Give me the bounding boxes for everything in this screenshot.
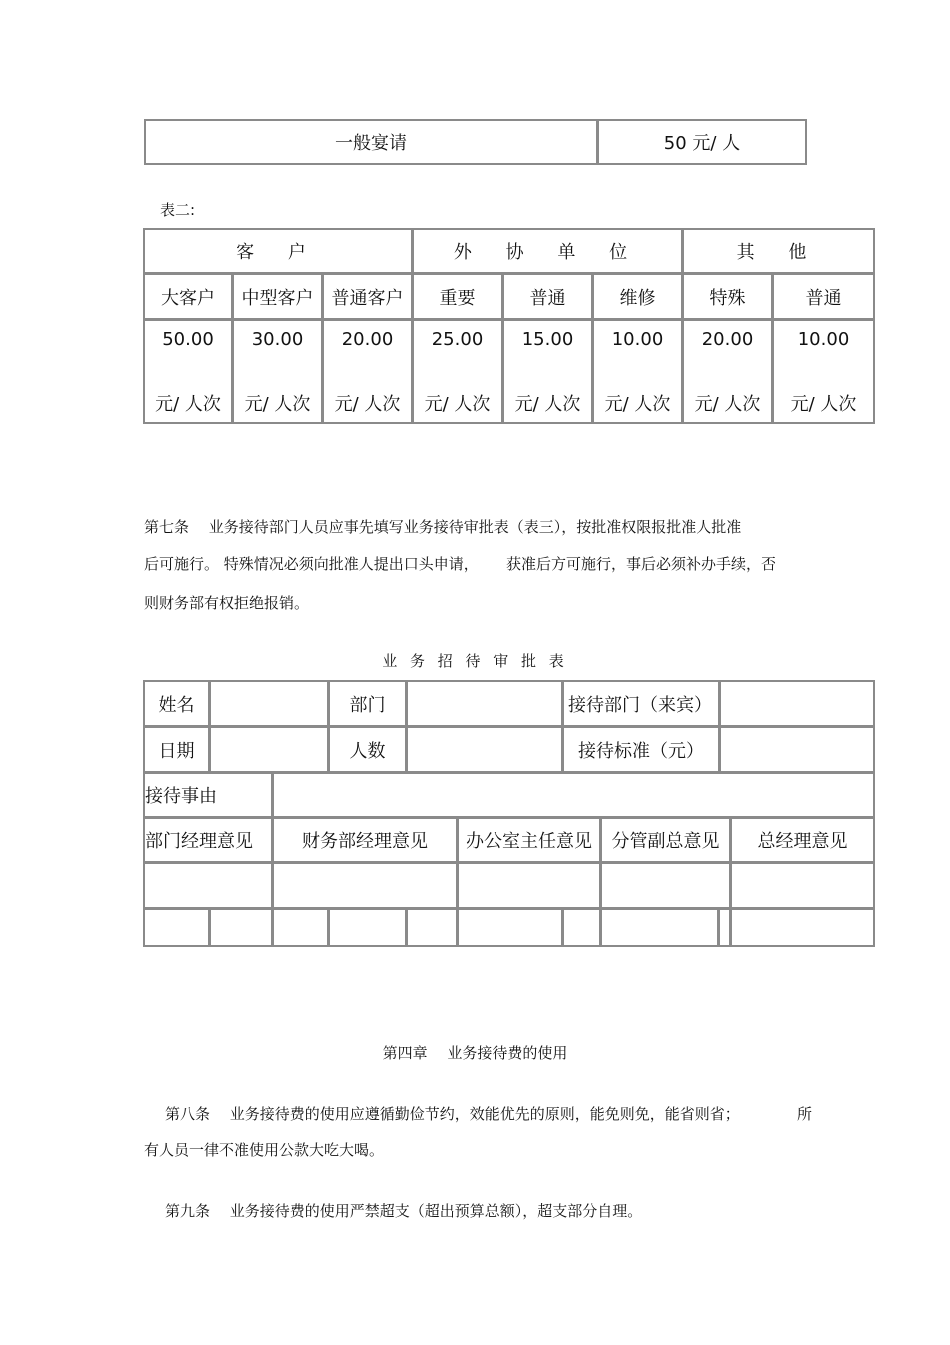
banquet-type-cell: 一般宴请 xyxy=(144,119,598,165)
standard-label: 接待标准（元） xyxy=(562,726,720,773)
count-label: 人数 xyxy=(328,726,407,773)
article7-line: 第七条 业务接待部门人员应事先填写业务接待审批表（表三），按批准权限报批准人批准 xyxy=(144,518,742,536)
rate-value: 10.00 xyxy=(611,329,664,350)
opinion-header: 总经理意见 xyxy=(730,817,875,863)
opinion-header: 部门经理意见 xyxy=(143,817,273,863)
rate-unit: 元/ 人次 xyxy=(604,394,671,415)
opinion-field[interactable] xyxy=(730,862,875,909)
rate-cell xyxy=(412,319,503,424)
article7-line: 后可施行。 特殊情况必须向批准人提出口头申请， 获准后方可施行，事后必须补办手续，否 xyxy=(144,555,777,573)
approval-form-title: 业 务 招 待 审 批 表 xyxy=(382,652,568,670)
article8-line: 第八条 业务接待费的使用应遵循勤俭节约，效能优先的原则，能免则免，能省则省； 所 xyxy=(165,1105,813,1123)
article7-line: 则财务部有权拒绝报销。 xyxy=(144,594,310,612)
name-field[interactable] xyxy=(209,680,329,727)
date-field[interactable] xyxy=(209,726,329,773)
signature-cell[interactable] xyxy=(143,908,210,947)
rate-cell xyxy=(772,319,875,424)
reason-label: 接待事由 xyxy=(143,772,273,818)
subheader: 大客户 xyxy=(143,273,233,320)
group-header: 其 他 xyxy=(682,228,875,274)
rate-unit: 元/ 人次 xyxy=(155,394,221,415)
host-dept-field[interactable] xyxy=(719,680,875,727)
rate-value: 20.00 xyxy=(701,329,754,350)
rate-value: 10.00 xyxy=(797,329,850,350)
rate-cell xyxy=(232,319,323,424)
chapter4-title: 第四章 业务接待费的使用 xyxy=(382,1044,568,1062)
subheader: 普通 xyxy=(772,273,875,320)
standard-field[interactable] xyxy=(719,726,875,773)
rate-unit: 元/ 人次 xyxy=(514,394,581,415)
rate-value: 30.00 xyxy=(251,329,304,350)
subheader: 普通 xyxy=(502,273,593,320)
opinion-header: 办公室主任意见 xyxy=(457,817,601,863)
rate-value: 50.00 xyxy=(162,329,214,350)
reason-field[interactable] xyxy=(272,772,875,818)
subheader: 中型客户 xyxy=(232,273,323,320)
signature-cell[interactable] xyxy=(457,908,563,947)
signature-cell[interactable] xyxy=(562,908,601,947)
rate-value: 20.00 xyxy=(341,329,394,350)
group-header: 客 户 xyxy=(143,228,413,274)
rate-unit: 元/ 人次 xyxy=(424,394,491,415)
article9-line: 第九条 业务接待费的使用严禁超支（超出预算总额），超支部分自理。 xyxy=(165,1202,643,1220)
dept-field[interactable] xyxy=(406,680,563,727)
opinion-field[interactable] xyxy=(272,862,458,909)
rate-cell xyxy=(502,319,593,424)
subheader: 普通客户 xyxy=(322,273,413,320)
opinion-header: 财务部经理意见 xyxy=(272,817,458,863)
dept-label: 部门 xyxy=(328,680,407,727)
rate-cell xyxy=(322,319,413,424)
rate-unit: 元/ 人次 xyxy=(694,394,761,415)
rate-cell xyxy=(592,319,683,424)
signature-cell[interactable] xyxy=(328,908,407,947)
subheader: 维修 xyxy=(592,273,683,320)
rate-unit: 元/ 人次 xyxy=(334,394,401,415)
rate-cell xyxy=(143,319,233,424)
rate-value: 15.00 xyxy=(521,329,574,350)
article8-line: 有人员一律不准使用公款大吃大喝。 xyxy=(144,1141,385,1159)
opinion-field[interactable] xyxy=(457,862,601,909)
signature-cell[interactable] xyxy=(730,908,875,947)
name-label: 姓名 xyxy=(143,680,210,727)
signature-cell[interactable] xyxy=(406,908,458,947)
rate-value: 25.00 xyxy=(431,329,484,350)
table2-caption: 表二: xyxy=(160,201,196,219)
rate-unit: 元/ 人次 xyxy=(790,394,857,415)
opinion-field[interactable] xyxy=(143,862,273,909)
rate-cell xyxy=(682,319,773,424)
rate-unit: 元/ 人次 xyxy=(244,394,311,415)
count-field[interactable] xyxy=(406,726,563,773)
signature-cell[interactable] xyxy=(600,908,719,947)
subheader: 重要 xyxy=(412,273,503,320)
date-label: 日期 xyxy=(143,726,210,773)
banquet-price-cell: 50 元/ 人 xyxy=(597,119,807,165)
opinion-header: 分管副总意见 xyxy=(600,817,731,863)
host-dept-label: 接待部门（来宾） xyxy=(562,680,720,727)
group-header: 外 协 单 位 xyxy=(412,228,683,274)
subheader: 特殊 xyxy=(682,273,773,320)
signature-cell[interactable] xyxy=(209,908,273,947)
opinion-field[interactable] xyxy=(600,862,731,909)
signature-cell[interactable] xyxy=(272,908,329,947)
